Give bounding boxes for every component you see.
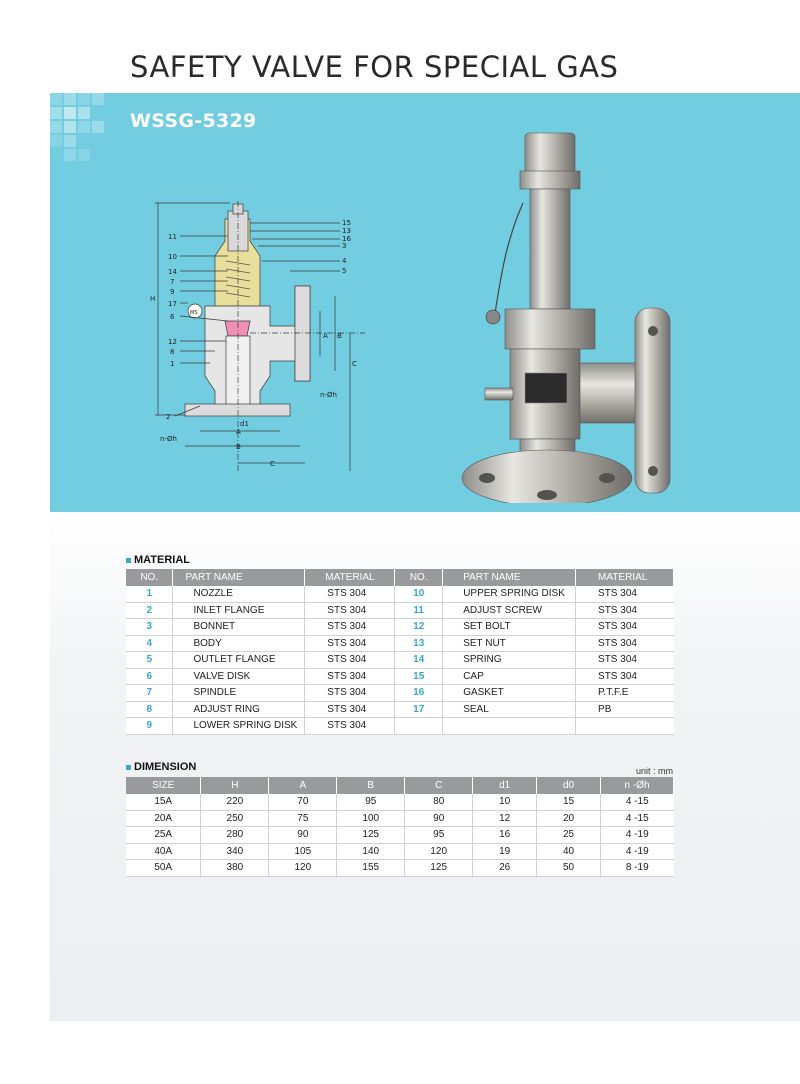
table-row bbox=[126, 718, 674, 735]
table-row bbox=[126, 586, 674, 602]
table-cell: 155 bbox=[337, 860, 405, 877]
table-cell: 70 bbox=[269, 794, 337, 810]
table-cell: 4 -19 bbox=[601, 827, 674, 844]
callout-8: 8 bbox=[170, 348, 175, 356]
table-row bbox=[126, 860, 674, 877]
dimension-table bbox=[126, 777, 674, 877]
table-cell: STS 304 bbox=[576, 586, 674, 602]
table-cell: STS 304 bbox=[576, 619, 674, 636]
table-cell: STS 304 bbox=[576, 652, 674, 669]
table-cell: 50A bbox=[126, 860, 201, 877]
table-cell: NOZZLE bbox=[173, 586, 305, 602]
table-cell: STS 304 bbox=[305, 602, 395, 619]
table-cell: 95 bbox=[405, 827, 473, 844]
table-cell: STS 304 bbox=[305, 652, 395, 669]
dim-label-c-bottom: C bbox=[270, 460, 275, 468]
table-cell: OUTLET FLANGE bbox=[173, 652, 305, 669]
callout-6: 6 bbox=[170, 313, 175, 321]
col-header: PART NAME bbox=[173, 569, 305, 586]
table-cell: 7 bbox=[126, 685, 173, 702]
callout-10: 10 bbox=[168, 253, 177, 261]
valve-photo bbox=[405, 123, 785, 503]
table-cell: 140 bbox=[337, 843, 405, 860]
table-cell: SET BOLT bbox=[443, 619, 576, 636]
table-cell: 40A bbox=[126, 843, 201, 860]
table-cell: SEAL bbox=[443, 701, 576, 718]
table-row bbox=[126, 602, 674, 619]
table-cell: 11 bbox=[395, 602, 443, 619]
table-cell: 4 -15 bbox=[601, 794, 674, 810]
table-cell: 10 bbox=[395, 586, 443, 602]
col-header: C bbox=[405, 777, 473, 794]
table-cell: 26 bbox=[473, 860, 537, 877]
table-cell: 120 bbox=[405, 843, 473, 860]
table-cell: 50 bbox=[537, 860, 601, 877]
table-cell: 95 bbox=[337, 794, 405, 810]
table-cell: GASKET bbox=[443, 685, 576, 702]
table-cell: 9 bbox=[126, 718, 173, 735]
dim-label-nh-right: n-Øh bbox=[320, 391, 337, 399]
col-header: A bbox=[269, 777, 337, 794]
callout-9: 9 bbox=[170, 288, 175, 296]
callout-5: 5 bbox=[342, 267, 347, 275]
unit-label: unit : mm bbox=[636, 766, 674, 776]
table-cell: BODY bbox=[173, 635, 305, 652]
table-cell: 25 bbox=[537, 827, 601, 844]
page-title: SAFETY VALVE FOR SPECIAL GAS bbox=[130, 50, 619, 84]
table-cell: 14 bbox=[395, 652, 443, 669]
table-cell: 8 -19 bbox=[601, 860, 674, 877]
table-cell: 80 bbox=[405, 794, 473, 810]
table-cell: 4 -19 bbox=[601, 843, 674, 860]
table-cell: ADJUST RING bbox=[173, 701, 305, 718]
table-cell: 3 bbox=[126, 619, 173, 636]
dim-label-a-bottom: A bbox=[236, 428, 241, 436]
callout-14: 14 bbox=[168, 268, 177, 276]
callout-3: 3 bbox=[342, 242, 347, 250]
callout-12: 12 bbox=[168, 338, 177, 346]
col-header: n -Øh bbox=[601, 777, 674, 794]
table-cell: 4 bbox=[126, 635, 173, 652]
table-cell: BONNET bbox=[173, 619, 305, 636]
table-cell: 10 bbox=[473, 794, 537, 810]
valve-cross-section-drawing bbox=[140, 201, 370, 476]
square-bullet-icon bbox=[126, 765, 131, 770]
dimension-heading-text: DIMENSION bbox=[134, 761, 197, 773]
model-label: WSSG-5329 bbox=[130, 110, 257, 132]
callout-4: 4 bbox=[342, 257, 347, 265]
table-cell: ADJUST SCREW bbox=[443, 602, 576, 619]
table-cell: SPRING bbox=[443, 652, 576, 669]
table-cell: STS 304 bbox=[305, 619, 395, 636]
hero-banner bbox=[50, 93, 800, 512]
table-cell: STS 304 bbox=[576, 668, 674, 685]
col-header: NO. bbox=[395, 569, 443, 586]
table-cell: 90 bbox=[269, 827, 337, 844]
table-cell: 15 bbox=[395, 668, 443, 685]
dim-label-b-right: B bbox=[337, 332, 342, 340]
table-cell bbox=[576, 718, 674, 735]
table-cell: STS 304 bbox=[305, 718, 395, 735]
table-cell: 90 bbox=[405, 810, 473, 827]
dim-label-a-right: A bbox=[323, 332, 328, 340]
table-cell: 1 bbox=[126, 586, 173, 602]
table-cell: STS 304 bbox=[305, 701, 395, 718]
table-row bbox=[126, 652, 674, 669]
material-heading-text: MATERIAL bbox=[134, 554, 191, 566]
table-cell: 125 bbox=[337, 827, 405, 844]
table-cell: 16 bbox=[395, 685, 443, 702]
square-bullet-icon bbox=[126, 558, 131, 563]
table-row bbox=[126, 685, 674, 702]
callout-2: 2 bbox=[166, 413, 171, 421]
table-cell: 125 bbox=[405, 860, 473, 877]
table-cell: UPPER SPRING DISK bbox=[443, 586, 576, 602]
decorative-tiles bbox=[50, 93, 130, 173]
col-header: SIZE bbox=[126, 777, 201, 794]
table-cell: STS 304 bbox=[305, 668, 395, 685]
col-header: d1 bbox=[473, 777, 537, 794]
col-header: NO. bbox=[126, 569, 173, 586]
col-header: PART NAME bbox=[443, 569, 576, 586]
table-cell: 16 bbox=[473, 827, 537, 844]
callout-7: 7 bbox=[170, 278, 175, 286]
table-cell: 17 bbox=[395, 701, 443, 718]
table-cell: STS 304 bbox=[305, 586, 395, 602]
callout-11: 11 bbox=[168, 233, 177, 241]
table-cell: SET NUT bbox=[443, 635, 576, 652]
table-cell: 340 bbox=[201, 843, 269, 860]
table-cell bbox=[395, 718, 443, 735]
dimension-table-header bbox=[126, 777, 674, 794]
col-header: H bbox=[201, 777, 269, 794]
dim-label-b-bottom: B bbox=[236, 443, 241, 451]
dimension-heading bbox=[126, 761, 196, 773]
table-row bbox=[126, 794, 674, 810]
table-cell: 2 bbox=[126, 602, 173, 619]
table-cell: PB bbox=[576, 701, 674, 718]
col-header: B bbox=[337, 777, 405, 794]
table-cell: 40 bbox=[537, 843, 601, 860]
table-cell: SPINDLE bbox=[173, 685, 305, 702]
table-cell: 105 bbox=[269, 843, 337, 860]
callout-13: 13 bbox=[342, 227, 351, 235]
table-cell: 20 bbox=[537, 810, 601, 827]
table-cell: INLET FLANGE bbox=[173, 602, 305, 619]
table-cell: 120 bbox=[269, 860, 337, 877]
callout-1: 1 bbox=[170, 360, 175, 368]
table-row bbox=[126, 843, 674, 860]
dim-label-h: H bbox=[150, 295, 156, 303]
table-cell: 280 bbox=[201, 827, 269, 844]
table-cell: 6 bbox=[126, 668, 173, 685]
callout-17: 17 bbox=[168, 300, 177, 308]
dim-label-d1: d1 bbox=[240, 420, 249, 428]
table-cell: 20A bbox=[126, 810, 201, 827]
table-cell: CAP bbox=[443, 668, 576, 685]
table-cell: VALVE DISK bbox=[173, 668, 305, 685]
table-cell: LOWER SPRING DISK bbox=[173, 718, 305, 735]
table-cell: 19 bbox=[473, 843, 537, 860]
table-cell: 4 -15 bbox=[601, 810, 674, 827]
table-row bbox=[126, 668, 674, 685]
table-cell: STS 304 bbox=[305, 635, 395, 652]
table-row bbox=[126, 635, 674, 652]
table-cell: P.T.F.E bbox=[576, 685, 674, 702]
col-header: MATERIAL bbox=[305, 569, 395, 586]
table-row bbox=[126, 810, 674, 827]
table-cell: 220 bbox=[201, 794, 269, 810]
table-cell: STS 304 bbox=[576, 602, 674, 619]
table-cell: 380 bbox=[201, 860, 269, 877]
callout-16: 16 bbox=[342, 235, 351, 243]
table-cell bbox=[443, 718, 576, 735]
ms-label: MS bbox=[190, 310, 198, 316]
table-cell: 15 bbox=[537, 794, 601, 810]
col-header: d0 bbox=[537, 777, 601, 794]
table-cell: STS 304 bbox=[305, 685, 395, 702]
table-cell: 15A bbox=[126, 794, 201, 810]
material-table-header bbox=[126, 569, 674, 586]
table-cell: STS 304 bbox=[576, 635, 674, 652]
material-table bbox=[126, 569, 674, 735]
table-row bbox=[126, 827, 674, 844]
col-header: MATERIAL bbox=[576, 569, 674, 586]
dim-label-nh-left: n-Øh bbox=[160, 435, 177, 443]
table-cell: 75 bbox=[269, 810, 337, 827]
table-cell: 5 bbox=[126, 652, 173, 669]
table-row bbox=[126, 701, 674, 718]
table-cell: 8 bbox=[126, 701, 173, 718]
table-cell: 250 bbox=[201, 810, 269, 827]
table-cell: 25A bbox=[126, 827, 201, 844]
dim-label-c-right: C bbox=[352, 360, 357, 368]
table-row bbox=[126, 619, 674, 636]
table-cell: 13 bbox=[395, 635, 443, 652]
table-cell: 100 bbox=[337, 810, 405, 827]
table-cell: 12 bbox=[395, 619, 443, 636]
material-heading bbox=[126, 554, 190, 566]
table-cell: 12 bbox=[473, 810, 537, 827]
callout-15: 15 bbox=[342, 219, 351, 227]
